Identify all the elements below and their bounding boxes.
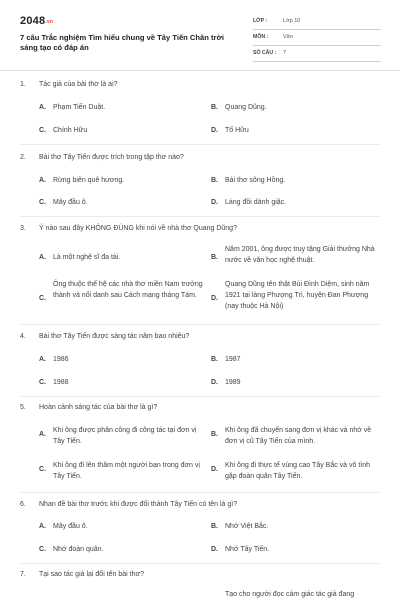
option-text[interactable]: Quang Dũng. [225, 104, 267, 111]
option-letter[interactable]: A. [39, 356, 46, 363]
option-letter[interactable]: C. [39, 295, 46, 302]
question-number: 5. [20, 404, 26, 411]
site-logo[interactable]: 2048.vn [20, 15, 54, 27]
meta-value: 7 [283, 50, 287, 56]
option-letter[interactable]: D. [211, 295, 218, 302]
option-text[interactable]: Mây đầu ô. [53, 199, 88, 206]
meta-value: Văn [283, 34, 293, 40]
option-text[interactable]: Năm 2001, ông được truy tặng Giải thưởng Nhà nước về văn học nghệ thuật. [225, 246, 375, 264]
option-text[interactable]: Quang Dũng tên thật Bùi Đình Diệm, sinh năm 1921 tại làng Phượng Trì, huyện Đan Phượng (nay thuộc Hà Nội) [225, 281, 370, 310]
option-text[interactable]: 1989 [225, 379, 241, 386]
option-text[interactable]: Phạm Tiến Duật. [53, 104, 106, 111]
option-letter[interactable]: A. [39, 523, 46, 530]
option-text[interactable]: Bài thơ sông Hồng. [225, 177, 286, 184]
question-separator [20, 492, 380, 493]
option-text[interactable]: Ông thuộc thế hệ các nhà thơ miền Nam trưởng thành và nổi danh sau Cách mạng tháng Tám. [53, 281, 203, 299]
option-text[interactable]: Khi ông được phân công đi công tác tại đơn vị Tây Tiến. [53, 427, 197, 445]
question-separator [20, 563, 380, 564]
option-letter[interactable]: D. [211, 199, 218, 206]
option-text[interactable]: Mây đầu ô. [53, 523, 88, 530]
question-separator [20, 144, 380, 145]
option-letter[interactable]: A. [39, 431, 46, 438]
option-text[interactable]: Nhớ Tây Tiến. [225, 546, 270, 553]
option-letter[interactable]: B. [211, 431, 218, 438]
option-text[interactable]: Là một nghệ sĩ đa tài. [53, 254, 121, 261]
question-text: Hoàn cảnh sáng tác của bài thơ là gì? [39, 404, 158, 411]
option-letter[interactable]: A. [39, 104, 46, 111]
option-text[interactable]: Nhớ Việt Bắc. [225, 523, 269, 530]
meta-key: MÔN : [253, 34, 269, 40]
option-text[interactable]: Khi ông đi thực tế vùng cao Tây Bắc và vô tình gặp đoàn quân Tây Tiến. [225, 462, 371, 480]
question-number: 1. [20, 81, 26, 88]
question-number: 4. [20, 333, 26, 340]
option-letter[interactable]: B. [211, 104, 218, 111]
option-letter[interactable]: B. [211, 523, 218, 530]
question-number: 3. [20, 225, 26, 232]
question-separator [20, 324, 380, 325]
question-separator [20, 396, 380, 397]
option-text[interactable]: Nhớ đoàn quân. [53, 546, 104, 553]
question-text: Tác giả của bài thơ là ai? [39, 81, 118, 88]
question-number: 7. [20, 571, 26, 578]
meta-key: LỚP : [253, 18, 268, 24]
option-letter[interactable]: C. [39, 199, 46, 206]
option-letter[interactable]: B. [211, 254, 218, 261]
option-letter[interactable]: C. [39, 379, 46, 386]
question-text: Nhan đề bài thơ trước khi được đổi thành Tây Tiến có tên là gì? [39, 501, 238, 508]
option-letter[interactable]: C. [39, 466, 46, 473]
option-letter[interactable]: B. [211, 177, 218, 184]
meta-key: SỐ CÂU : [253, 50, 277, 56]
option-letter[interactable]: D. [211, 127, 218, 134]
option-text[interactable]: Tố Hữu [225, 127, 249, 134]
option-text[interactable]: Tạo cho người đọc cảm giác tác giả đang [225, 591, 355, 598]
option-letter[interactable]: D. [211, 546, 218, 553]
question-text: Ý nào sau đây KHÔNG ĐÚNG khi nói về nhà thơ Quang Dũng? [39, 225, 237, 232]
option-letter[interactable]: C. [39, 127, 46, 134]
option-letter[interactable]: D. [211, 379, 218, 386]
option-text[interactable]: 1988 [53, 379, 69, 386]
option-text[interactable]: 1986 [53, 356, 69, 363]
option-letter[interactable]: D. [211, 466, 218, 473]
option-text[interactable]: 1987 [225, 356, 241, 363]
question-text: Tại sao tác giả lại đổi tên bài thơ? [39, 571, 144, 578]
option-text[interactable]: Khi ông đi lên thăm một người bạn trong đơn vị Tây Tiến. [53, 462, 200, 480]
option-text[interactable]: Rừng biên quê hương. [53, 177, 125, 184]
option-text[interactable]: Làng đồi dành giặc. [225, 199, 287, 206]
meta-value: Lớp 10 [283, 18, 301, 24]
option-letter[interactable]: C. [39, 546, 46, 553]
option-text[interactable]: Chính Hữu [53, 127, 88, 134]
document-title: 7 câu Trắc nghiệm Tìm hiểu chung về Tây Tiến Chân trời sáng tạo có đáp án [20, 33, 225, 52]
option-letter[interactable]: A. [39, 177, 46, 184]
question-text: Bài thơ Tây Tiến được sáng tác năm bao nhiêu? [39, 333, 190, 340]
option-letter[interactable]: B. [211, 356, 218, 363]
question-text: Bài thơ Tây Tiến được trích trong tập thơ nào? [39, 154, 184, 161]
question-separator [20, 216, 380, 217]
option-letter[interactable]: A. [39, 254, 46, 261]
question-number: 2. [20, 154, 26, 161]
question-number: 6. [20, 501, 26, 508]
option-text[interactable]: Khi ông đã chuyển sang đơn vị khác và nhớ về đơn vị cũ Tây Tiến của mình. [225, 427, 372, 445]
